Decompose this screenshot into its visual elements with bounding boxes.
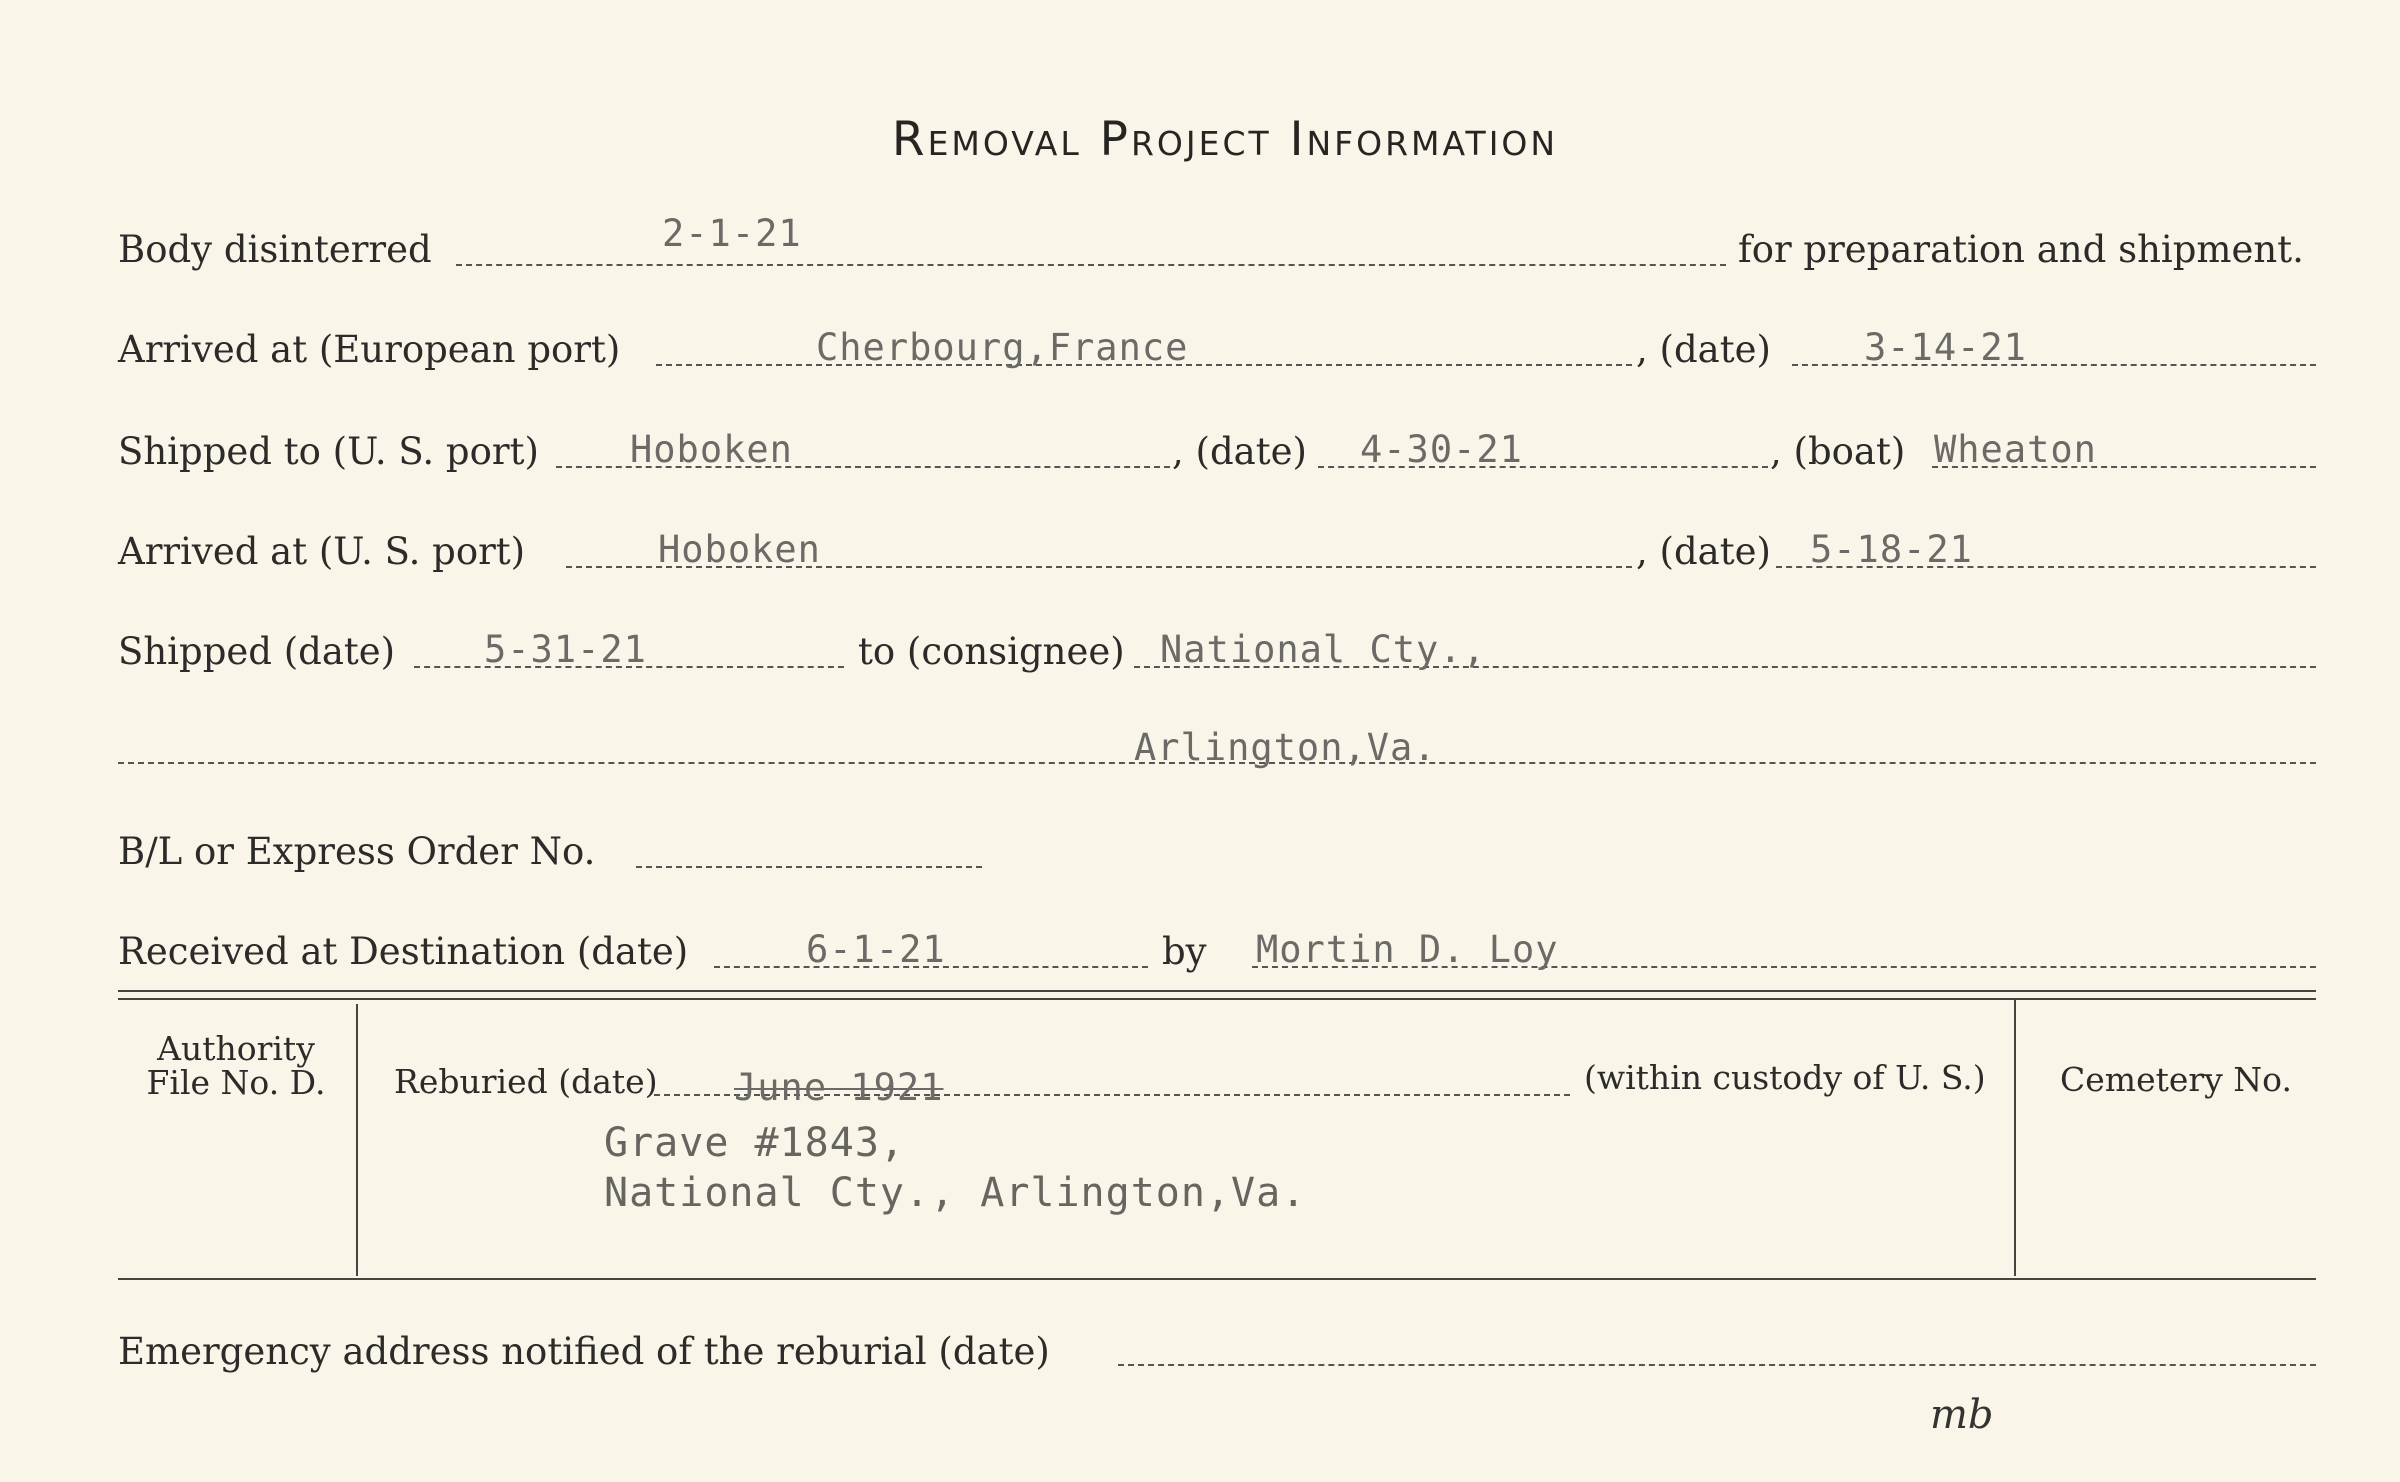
grave-line-2: National Cty., Arlington,Va. [604, 1170, 1307, 1216]
shipped-us-boat-label: , (boat) [1770, 430, 1906, 473]
received-date: 6-1-21 [806, 928, 946, 971]
received-by-label: by [1162, 930, 1207, 973]
box-bottom-rule [118, 1278, 2316, 1280]
european-port-value: Cherbourg,France [816, 326, 1189, 369]
box-divider-right [2014, 1000, 2016, 1276]
european-port-date-label: , (date) [1636, 328, 1771, 371]
authority-label-line-1: Authority [157, 1029, 315, 1068]
bl-label: B/L or Express Order No. [118, 830, 596, 873]
shipped-us-date-label: , (date) [1172, 430, 1307, 473]
received-by: Mortin D. Loy [1256, 928, 1559, 971]
arrived-us-label: Arrived at (U. S. port) [118, 530, 526, 573]
cemetery-label: Cemetery No. [2060, 1060, 2292, 1099]
shipped-us-date: 4-30-21 [1360, 428, 1523, 471]
reburied-label: Reburied (date) [394, 1062, 658, 1101]
arrived-us-date: 5-18-21 [1810, 528, 1973, 571]
arrived-us-date-label: , (date) [1636, 530, 1771, 573]
consignee-value: National Cty., [1160, 628, 1486, 671]
emergency-label: Emergency address notified of the reburial (date) [118, 1330, 1050, 1373]
disinterred-line [456, 264, 1726, 266]
disinterred-suffix: for preparation and shipment. [1738, 228, 2304, 271]
box-top-rule-2 [118, 998, 2316, 1000]
shipped-us-value: Hoboken [630, 428, 793, 471]
grave-line-1: Grave #1843, [604, 1120, 905, 1166]
disinterred-label: Body disinterred [118, 228, 432, 271]
european-port-label: Arrived at (European port) [118, 328, 621, 371]
shipped-date-label: Shipped (date) [118, 630, 396, 673]
consignee-label: to (consignee) [858, 630, 1125, 673]
reburied-value: June 1921 [734, 1066, 944, 1109]
disinterred-date: 2-1-21 [662, 212, 802, 255]
authority-label [118, 1029, 354, 1102]
page-title: Removal Project Information [891, 112, 1559, 167]
shipped-us-boat: Wheaton [1934, 428, 2097, 471]
arrived-us-value: Hoboken [658, 528, 821, 571]
box-top-rule [118, 990, 2316, 992]
custody-label: (within custody of U. S.) [1584, 1058, 1986, 1097]
bl-line [636, 866, 982, 868]
received-label: Received at Destination (date) [118, 930, 689, 973]
authority-label-line-2: File No. D. [146, 1063, 326, 1102]
clerk-initials: mb [1930, 1392, 1994, 1438]
shipped-us-label: Shipped to (U. S. port) [118, 430, 539, 473]
emergency-line [1118, 1364, 2316, 1366]
box-divider-left [356, 1004, 358, 1276]
european-port-date: 3-14-21 [1864, 326, 2027, 369]
shipped-date: 5-31-21 [484, 628, 647, 671]
consignee-value-2: Arlington,Va. [1134, 726, 1437, 769]
